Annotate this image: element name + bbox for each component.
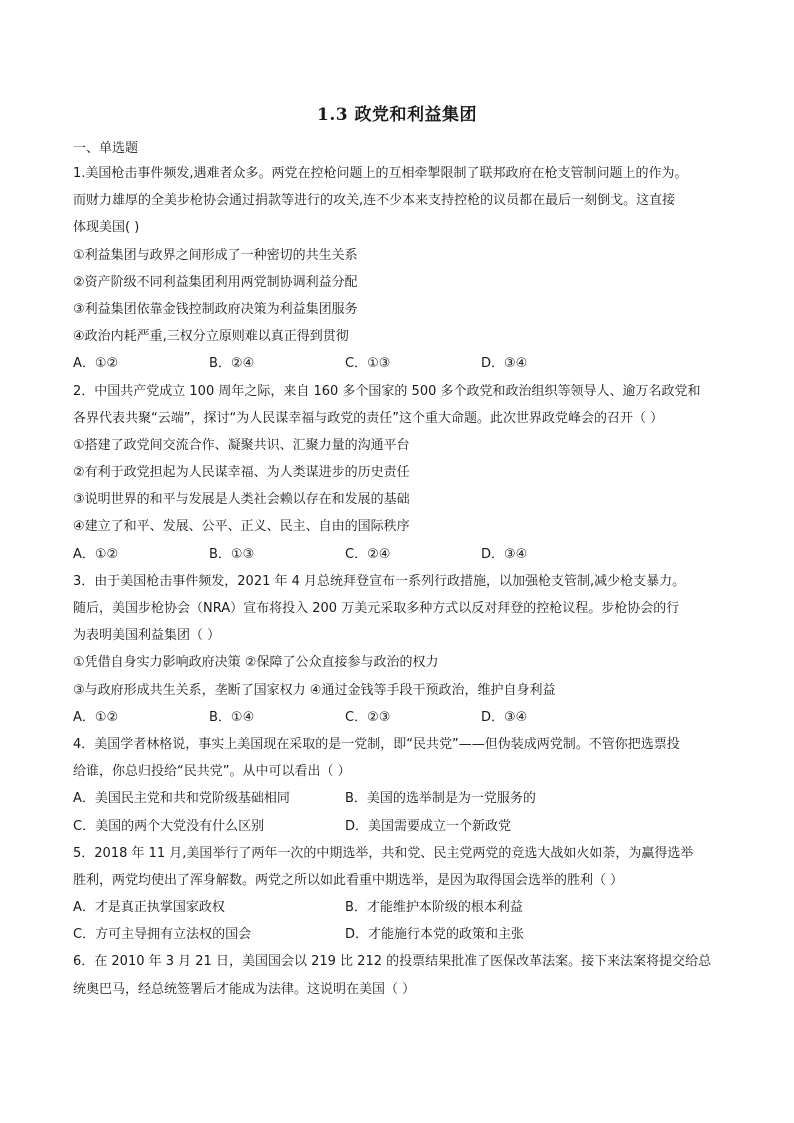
question-text-line: 随后，美国步枪协会（NRA）宣布将投入 200 万美元采取多种方式以反对拜登的控枪议程。步枪协会的行 <box>73 601 680 616</box>
question-text-line: 统奥巴马，经总统签署后才能成为法律。这说明在美国（ ） <box>73 981 416 997</box>
option-a: A．①② <box>73 709 119 725</box>
question-list <box>73 160 733 1003</box>
option-d: D．③④ <box>481 356 528 372</box>
question-2 <box>73 378 733 568</box>
option-a: A．①② <box>73 356 119 372</box>
question-text-line: 3．由于美国枪击事件频发，2021 年 4 月总统拜登宣布一系列行政措施，以加强枪支管制,减少枪支暴力。 <box>73 573 686 589</box>
statement-4: ④建立了和平、发展、公平、正义、民主、自由的国际秩序 <box>73 519 410 535</box>
statement-2: ②资产阶级不同利益集团利用两党制协调利益分配 <box>73 274 358 290</box>
answer-options <box>73 541 733 568</box>
option-c: C．美国的两个大党没有什么区别 <box>73 818 265 834</box>
question-text-line: 体现美国( ) <box>73 220 140 236</box>
question-4 <box>73 731 733 840</box>
question-text-line: 5．2018 年 11 月,美国举行了两年一次的中期选举，共和党、民主党两党的竞选大战如火如荼，为赢得选举 <box>73 845 694 861</box>
statement-1-2: ①凭借自身实力影响政府决策 ②保障了公众直接参与政治的权力 <box>73 655 439 671</box>
option-c: C．②④ <box>345 546 391 562</box>
answer-options <box>73 350 733 377</box>
option-c: C．②③ <box>345 709 391 725</box>
option-d: D．③④ <box>481 709 528 725</box>
statement-3: ③说明世界的和平与发展是人类社会赖以存在和发展的基础 <box>73 492 410 508</box>
answer-options <box>73 704 733 731</box>
option-c: C．①③ <box>345 356 391 372</box>
question-text-line: 给谁，你总归投给“民共党”。从中可以看出（ ） <box>73 764 351 780</box>
option-d: D．才能施行本党的政策和主张 <box>345 927 525 943</box>
option-a: A．美国民主党和共和党阶级基础相同 <box>73 791 290 807</box>
option-d: D．③④ <box>481 546 528 562</box>
question-6 <box>73 948 733 1002</box>
option-c: C．方可主导拥有立法权的国会 <box>73 927 252 943</box>
option-a: A．才是真正执掌国家政权 <box>73 900 225 916</box>
question-1 <box>73 160 733 378</box>
question-text-line: 6．在 2010 年 3 月 21 日，美国国会以 219 比 212 的投票结果批准了医保改革法案。接下来法案将提交给总 <box>73 954 712 970</box>
option-b: B．美国的选举制是为一党服务的 <box>345 791 536 807</box>
answer-options-row-2 <box>73 921 733 948</box>
question-text-line: 为表明美国利益集团（ ） <box>73 628 221 644</box>
question-text-line: 各界代表共聚“云端”，探讨“为人民谋幸福与政党的责任”这个重大命题。此次世界政党峰会的召开（ ） <box>73 410 664 426</box>
question-text-line: 1.美国枪击事件频发,遇难者众多。两党在控枪问题上的互相牵掣限制了联邦政府在枪支管制问题上的作为。 <box>73 166 688 181</box>
statement-3: ③利益集团依靠金钱控制政府决策为利益集团服务 <box>73 301 358 317</box>
answer-options-row-1 <box>73 894 733 921</box>
statement-4: ④政治内耗严重,三权分立原则难以真正得到贯彻 <box>73 329 349 345</box>
option-b: B．①③ <box>209 546 255 562</box>
statement-2: ②有利于政党担起为人民谋幸福、为人类谋进步的历史责任 <box>73 465 410 481</box>
option-b: B．①④ <box>209 709 255 725</box>
option-b: B．才能维护本阶级的根本利益 <box>345 900 523 916</box>
question-text-line: 2．中国共产党成立 100 周年之际，来自 160 多个国家的 500 多个政党和政治组织等领导人、逾万名政党和 <box>73 383 701 399</box>
question-text-line: 胜利，两党均使出了浑身解数。两党之所以如此看重中期选举，是因为取得国会选举的胜利（ ） <box>73 872 624 888</box>
question-text-line: 而财力雄厚的全美步枪协会通过捐款等进行的攻关,连不少本来支持控枪的议员都在最后一刻倒戈。这直接 <box>73 193 676 209</box>
statement-3-4: ③与政府形成共生关系，垄断了国家权力 ④通过金钱等手段干预政治，维护自身利益 <box>73 682 556 698</box>
option-b: B．②④ <box>209 356 255 372</box>
question-5 <box>73 840 733 949</box>
option-d: D．美国需要成立一个新政党 <box>345 818 512 834</box>
question-3 <box>73 568 733 731</box>
answer-options-row-2 <box>73 813 733 840</box>
page-title: 1.3 政党和利益集团 <box>317 105 477 125</box>
statement-1: ①利益集团与政界之间形成了一种密切的共生关系 <box>73 247 358 263</box>
option-a: A．①② <box>73 546 119 562</box>
answer-options-row-1 <box>73 785 733 812</box>
statement-1: ①搭建了政党间交流合作、凝聚共识、汇聚力量的沟通平台 <box>73 437 410 453</box>
question-text-line: 4．美国学者林格说，事实上美国现在采取的是一党制，即“民共党”——但伪装成两党制。不管你把选票投 <box>73 736 680 752</box>
section-heading: 一、单选题 <box>73 141 139 156</box>
